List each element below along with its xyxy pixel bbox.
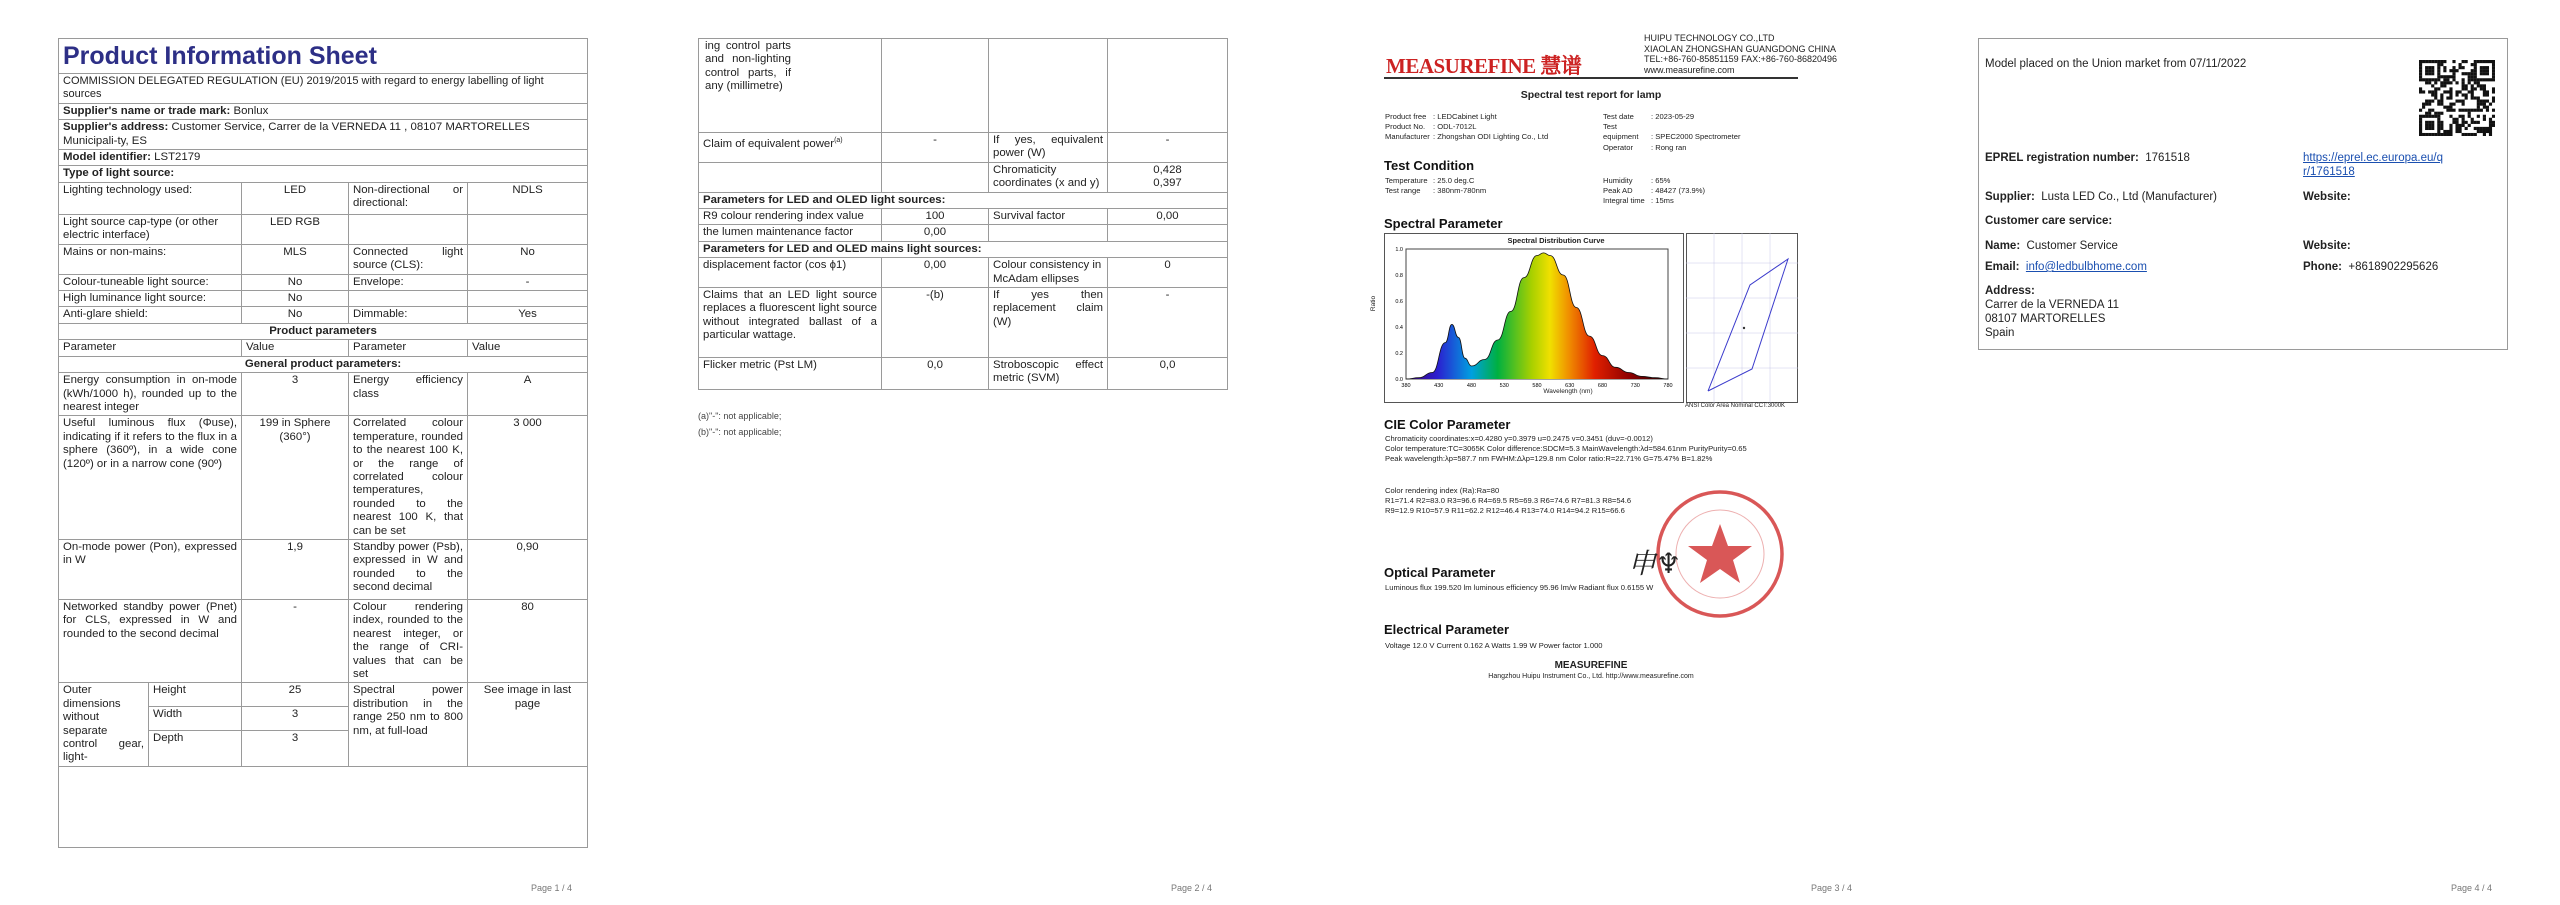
- eprel-link-wrap: [2303, 151, 2445, 179]
- chart-ylabel: Ratio: [1370, 295, 1378, 312]
- energy-value: 3: [242, 373, 349, 416]
- sheet-title: Product Information Sheet: [63, 42, 377, 70]
- spectral-parameter-heading: Spectral Parameter: [1384, 216, 1503, 231]
- condition-left: Temperature : 25.0 deg.C Test range : 380nm-780nm: [1385, 176, 1487, 196]
- chroma-value: 0,428 0,397: [1108, 162, 1228, 192]
- maint-value: 0,00: [882, 225, 989, 241]
- anti-glare-label: Anti-glare shield:: [59, 307, 242, 323]
- equiv-label: Claim of equivalent power$^{(a)}$: [699, 133, 882, 163]
- x-tick-label: 630: [1565, 383, 1575, 389]
- measurefine-logo: MEASUREFINE 慧谱: [1386, 54, 1582, 78]
- report-title: Spectral test report for lamp: [1520, 89, 1662, 101]
- qr-code[interactable]: [2419, 60, 2495, 136]
- outer-dims-label: Outer dimensions without separate control gear, light-: [59, 683, 149, 766]
- lighting-tech-value: LED: [242, 182, 349, 214]
- signature: 申♆: [1628, 547, 1682, 580]
- email-link[interactable]: info@ledbulbhome.com: [2025, 261, 2147, 273]
- header-rule: [1384, 77, 1798, 79]
- flicker-label: Flicker metric (Pst LM): [699, 358, 882, 390]
- optical-heading: Optical Parameter: [1384, 565, 1496, 580]
- replace-label: If yes then replacement claim (W): [989, 288, 1108, 358]
- general-params-header: General product parameters:: [59, 356, 588, 372]
- x-tick-label: 780: [1663, 383, 1673, 389]
- envelope-label: Envelope:: [349, 274, 468, 290]
- website-label: Website:: [2303, 191, 2351, 203]
- eprel-box: [1978, 38, 2508, 350]
- page-1: [0, 0, 600, 905]
- cls-label: Connected light source (CLS):: [349, 244, 468, 274]
- chart-title: Spectral Distribution Curve: [1507, 236, 1605, 245]
- consist-label: Colour consistency in McAdam ellipses: [989, 258, 1108, 288]
- height-value: 25: [242, 683, 349, 707]
- cie-point: [1743, 327, 1745, 329]
- y-tick-label: 0.6: [1395, 299, 1403, 305]
- net-standby-label: Networked standby power (Pnet) for CLS, expressed in W and rounded to the second decimal: [59, 599, 242, 682]
- test-condition-heading: Test Condition: [1384, 158, 1475, 173]
- x-tick-label: 380: [1401, 383, 1411, 389]
- y-tick-label: 0.8: [1395, 273, 1403, 279]
- high-luminance-value: No: [242, 291, 349, 307]
- cie-heading: CIE Color Parameter: [1384, 417, 1511, 432]
- y-tick-label: 0.2: [1395, 351, 1403, 357]
- footnote-a: (a)"-": not applicable;: [698, 411, 782, 421]
- spectral-distribution-chart: [1384, 233, 1684, 403]
- product-sheet-frame: [58, 38, 588, 848]
- footnotes: [698, 408, 781, 440]
- website2-label: Website:: [2303, 240, 2351, 252]
- equiv-w-value: -: [1108, 133, 1228, 163]
- company-header: HUIPU TECHNOLOGY CO.,LTD XIAOLAN ZHONGSHAN GUANGDONG CHINA TEL:+86-760-85851159 FAX:+86-760-86820496 www.measurefine.com: [1644, 33, 1837, 75]
- dimmable-value: Yes: [468, 307, 588, 323]
- colour-tuneable-value: No: [242, 274, 349, 290]
- depth-value: 3: [242, 730, 349, 766]
- width-label: Width: [149, 707, 242, 731]
- eec-value: A: [468, 373, 588, 416]
- consist-value: 0: [1108, 258, 1228, 288]
- x-tick-label: 480: [1466, 383, 1477, 389]
- standby-value: 0,90: [468, 539, 588, 599]
- spd-label: Spectral power distribution in the range 250 nm to 800 nm, at full-load: [349, 683, 468, 766]
- customer-care-heading: Customer care service:: [1985, 215, 2113, 227]
- x-tick-label: 530: [1499, 383, 1509, 389]
- placed-on-market: Model placed on the Union market from 07/11/2022: [1985, 58, 2247, 70]
- cct-label: Correlated colour temperature, rounded to the nearest 100 K, or the range of correlated colour temperatures, rounded to the nearest 100 K, that can be set: [349, 416, 468, 540]
- page-2: [640, 0, 1240, 905]
- chroma-label: Chromaticity coordinates (x and y): [989, 162, 1108, 192]
- seal-star: [1688, 524, 1752, 583]
- model-row: Model identifier: LST2179: [59, 150, 588, 166]
- non-directional-value: NDLS: [468, 182, 588, 214]
- dimensions-table: [58, 682, 588, 766]
- high-luminance-label: High luminance light source:: [59, 291, 242, 307]
- cct-value: 3 000: [468, 416, 588, 540]
- flux-label: Useful luminous flux (Φuse), indicating if it refers to the flux in a sphere (360º), in a wide cone (120º) or in a narrow cone (90º): [59, 416, 242, 540]
- maint-label: the lumen maintenance factor: [699, 225, 882, 241]
- footer-brand: MEASUREFINE: [1554, 660, 1628, 671]
- r9-label: R9 colour rendering index value: [699, 209, 882, 225]
- name-row: Name: Customer Service: [1985, 240, 2118, 252]
- height-label: Height: [149, 683, 242, 707]
- y-tick-label: 1.0: [1395, 247, 1403, 253]
- electrical-heading: Electrical Parameter: [1384, 622, 1510, 637]
- phone-row: Phone: +8618902295626: [2303, 261, 2439, 273]
- on-power-label: On-mode power (Pon), expressed in W: [59, 539, 242, 599]
- supplier-name-row: Supplier's name or trade mark: Bonlux: [59, 103, 588, 119]
- col-value-2: Value: [468, 340, 588, 356]
- strobo-label: Stroboscopic effect metric (SVM): [989, 358, 1108, 390]
- address-lines: Carrer de la VERNEDA 11 08107 MARTORELLES Spain: [1985, 299, 2120, 339]
- y-tick-label: 0.0: [1395, 377, 1403, 383]
- page-number: Page 3 / 4: [1810, 883, 1852, 893]
- col-parameter-2: Parameter: [349, 340, 468, 356]
- x-tick-label: 430: [1434, 383, 1444, 389]
- footnote-b: (b)"-": not applicable;: [698, 427, 782, 437]
- spd-value: See image in last page: [468, 683, 588, 766]
- page-number: Page 1 / 4: [530, 883, 572, 893]
- type-header: Type of light source:: [59, 166, 588, 182]
- dimmable-label: Dimmable:: [349, 307, 468, 323]
- depth-label: Depth: [149, 730, 242, 766]
- page-3: [1280, 0, 1880, 905]
- col-parameter: Parameter: [59, 340, 242, 356]
- mains-label: Mains or non-mains:: [59, 244, 242, 274]
- product-params-header: Product parameters: [59, 323, 588, 339]
- page-number: Page 4 / 4: [2450, 883, 2492, 893]
- net-standby-value: -: [242, 599, 349, 682]
- chart-xlabel: Wavelength (nm): [1543, 388, 1593, 395]
- eec-label: Energy efficiency class: [349, 373, 468, 416]
- page2-table: [698, 38, 1228, 390]
- anti-glare-value: No: [242, 307, 349, 323]
- cri-value: 80: [468, 599, 588, 682]
- flux-value: 199 in Sphere (360°): [242, 416, 349, 540]
- non-directional-label: Non-directional or directional:: [349, 182, 468, 214]
- x-tick-label: 680: [1597, 383, 1608, 389]
- claim-value: -(b): [882, 288, 989, 358]
- regulation-text: COMMISSION DELEGATED REGULATION (EU) 2019/2015 with regard to energy labelling of light sources: [59, 74, 588, 104]
- lighting-tech-label: Lighting technology used:: [59, 182, 242, 214]
- disp-value: 0,00: [882, 258, 989, 288]
- col-value: Value: [242, 340, 349, 356]
- cap-type-value: LED RGB: [242, 214, 349, 244]
- x-tick-label: 730: [1630, 383, 1640, 389]
- product-info-left: Product free : LEDCabinet Light Product No. : ODL-7012L Manufacturer : Zhongshan ODI Lighting Co., Ltd: [1385, 112, 1549, 142]
- page-4: [1920, 0, 2560, 905]
- strobo-value: 0,0: [1108, 358, 1228, 390]
- energy-label: Energy consumption in on-mode (kWh/1000 h), rounded up to the nearest integer: [59, 373, 242, 416]
- footer-line: Hangzhou Huipu Instrument Co., Ltd. http://www.measurefine.com: [1488, 673, 1694, 680]
- disp-label: displacement factor (cos ϕ1): [699, 258, 882, 288]
- mains-value: MLS: [242, 244, 349, 274]
- eprel-link[interactable]: https://eprel.ec.europa.eu/qr/1761518: [2303, 152, 2444, 178]
- address-label: Address:: [1985, 285, 2035, 297]
- on-power-value: 1,9: [242, 539, 349, 599]
- cont-label: ing control parts and non-lighting control parts, if any (millimetre): [699, 39, 882, 133]
- electrical-values: Voltage 12.0 V Current 0.162 A Watts 1.99 W Power factor 1.000: [1385, 641, 1603, 650]
- mains-header: Parameters for LED and OLED mains light sources:: [699, 241, 1228, 257]
- supplier-row: Supplier: Lusta LED Co., Ltd (Manufacturer): [1985, 191, 2218, 203]
- r9-value: 100: [882, 209, 989, 225]
- replace-value: -: [1108, 288, 1228, 358]
- cie-diagram: [1686, 233, 1798, 403]
- standby-label: Standby power (Psb), expressed in W and rounded to the second decimal: [349, 539, 468, 599]
- equiv-value: -: [882, 133, 989, 163]
- colour-tuneable-label: Colour-tuneable light source:: [59, 274, 242, 290]
- eprel-row: EPREL registration number: 1761518: [1985, 152, 2190, 164]
- survival-label: Survival factor: [989, 209, 1108, 225]
- cri-values: Color rendering index (Ra):Ra=80 R1=71.4 R2=83.0 R3=96.6 R4=69.5 R5=69.3 R6=74.6 R7=81.3 R8=54.6 R9=12.9 R10=57.9 R11=62.2 R12=46.4 R13=74.0 R14=94.2 R15=66.6: [1385, 486, 1632, 516]
- supplier-address-row: Supplier's address: Customer Service, Carrer de la VERNEDA 11 , 08107 MARTORELLES Municipali-ty, ES: [59, 120, 588, 150]
- equiv-w-label: If yes, equivalent power (W): [989, 133, 1108, 163]
- supplier-table: [58, 73, 588, 683]
- cls-value: No: [468, 244, 588, 274]
- x-tick-label: 580: [1532, 383, 1542, 389]
- width-value: 3: [242, 707, 349, 731]
- cap-type-label: Light source cap-type (or other electric interface): [59, 214, 242, 244]
- led-header: Parameters for LED and OLED light sources:: [699, 192, 1228, 208]
- cie-caption: ANSI Color Area Nominal CCT:3000K: [1685, 403, 1786, 409]
- page-number: Page 2 / 4: [1170, 883, 1212, 893]
- survival-value: 0,00: [1108, 209, 1228, 225]
- email-row: Email: info@ledbulbhome.com: [1985, 261, 2147, 273]
- cie-values: Chromaticity coordinates:x=0.4280 y=0.3979 u=0.2475 v=0.3451 (duv=-0.0012) Color temperature:TC=3065K Color difference:SDCM=5.3 MainWavelength:λd=584.61nm PurityPurity=0.65 Peak wavelength:λp=587.7 nm FWHM:Δλp=129.8 nm Color ratio:R=22.71% G=75.47% B=1.82%: [1385, 434, 1747, 464]
- claim-label: Claims that an LED light source replaces a fluorescent light source without integrated ballast of a particular wattage.: [699, 288, 882, 358]
- optical-values: Luminous flux 199.520 lm luminous efficiency 95.96 lm/w Radiant flux 0.6155 W: [1385, 583, 1654, 592]
- product-info-right: Test date : 2023-05-29 Test equipment : SPEC2000 Spectrometer Operator : Rong ran: [1603, 112, 1741, 152]
- condition-right: Humidity : 65% Peak AD : 48427 (73.9%) Integral time : 15ms: [1603, 176, 1706, 206]
- envelope-value: -: [468, 274, 588, 290]
- y-tick-label: 0.4: [1395, 325, 1403, 331]
- flicker-value: 0,0: [882, 358, 989, 390]
- cri-label: Colour rendering index, rounded to the nearest integer, or the range of CRI-values that can be set: [349, 599, 468, 682]
